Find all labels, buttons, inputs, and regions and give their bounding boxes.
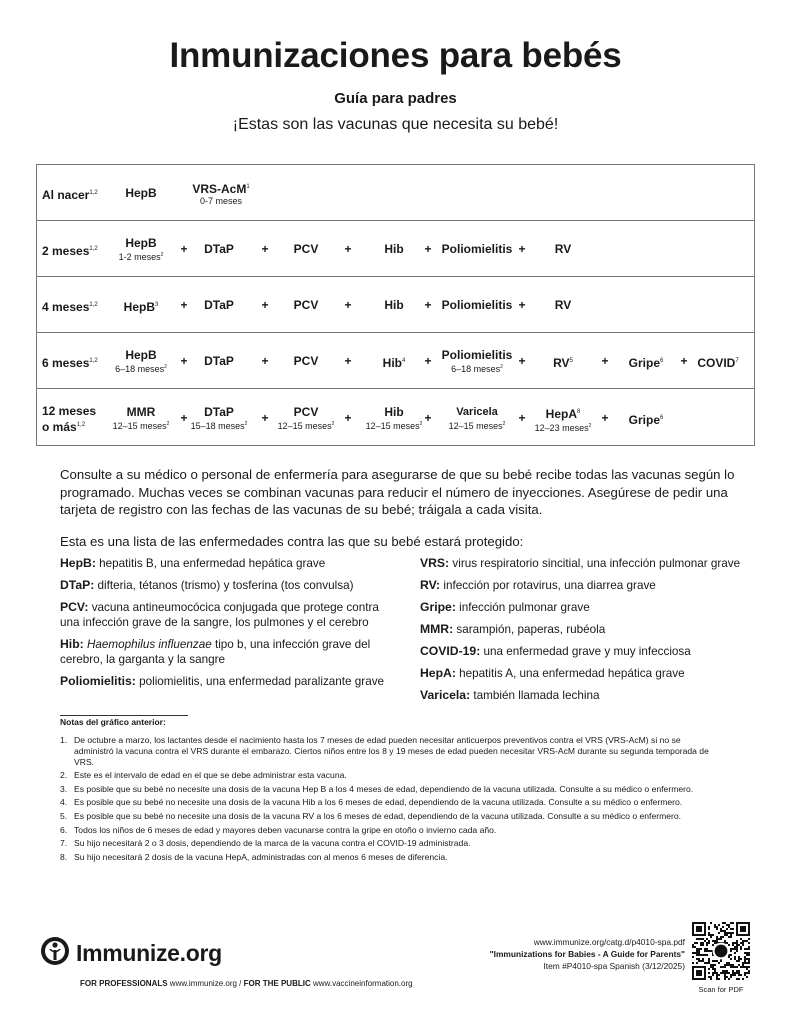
schedule-vaccine: HepB 1-2 meses$^2$ — [91, 236, 191, 263]
ref-item: Item #P4010-spa Spanish (3/12/2025) — [543, 961, 685, 971]
plus-sign: + — [424, 410, 432, 425]
schedule-vaccine: Hib 12–15 meses$^2$ — [344, 405, 444, 432]
schedule-vaccine: HepB 6–18 meses$^2$ — [91, 348, 191, 375]
schedule-vaccine: DTaP — [204, 298, 234, 312]
footnotes-list — [60, 735, 720, 865]
footnote-number: 8. — [60, 851, 68, 862]
footnote-number: 5. — [60, 810, 68, 821]
plus-sign: + — [344, 242, 352, 256]
disease-item — [60, 600, 400, 630]
vaccine-footnote-ref: 1 — [246, 184, 250, 190]
footnote — [60, 735, 720, 767]
vaccine-footnote-ref: 6 — [660, 358, 664, 364]
footnote-number: 7. — [60, 838, 68, 849]
footnote-text: Este es el intervalo de edad en el que se debe administrar esta vacuna. — [74, 770, 347, 781]
disease-term: HepB: — [60, 556, 96, 570]
vaccine-age-range: 15–18 meses$^2$ — [190, 420, 248, 431]
document-reference — [440, 936, 685, 972]
plus-sign: + — [518, 298, 526, 312]
schedule-vaccine: PCV 12–15 meses$^2$ — [256, 405, 356, 432]
page-tagline: ¡Estas son las vacunas que necesita su bebé! — [232, 116, 559, 133]
plus-sign: + — [261, 298, 269, 312]
footnotes-rule — [60, 715, 188, 716]
footer-separator: / — [239, 979, 242, 988]
page-title: Inmunizaciones para bebés — [169, 36, 622, 75]
plus-sign: + — [261, 242, 269, 256]
footnote-text: Su hijo necesitará 2 dosis de la vacuna HepA, administradas con al menos 6 meses de diferencia. — [74, 851, 448, 862]
range-footnote-ref: 2 — [166, 420, 170, 427]
schedule-vaccine: HepA$^8$ 12–23 meses$^2$ — [513, 405, 613, 434]
plus-sign: + — [424, 298, 432, 312]
plus-sign: + — [344, 354, 352, 368]
footer-logo[interactable] — [40, 936, 222, 971]
plus-sign: + — [601, 354, 609, 368]
page-subtitle: Guía para padres — [334, 90, 457, 107]
footnote-text: Es posible que su bebé no necesite una dosis de la vacuna Hep B a los 4 meses de edad, dependiendo de la vacuna utilizada. Consulte a su médico o enfermero. — [74, 783, 694, 794]
disease-description: hepatitis B, una enfermedad hepática grave — [95, 557, 326, 570]
disease-term: Poliomielitis: — [60, 674, 136, 688]
age-footnote-ref: 1,2 — [76, 421, 86, 428]
ref-url[interactable]: www.immunize.org/catg.d/p4010-spa.pdf — [533, 937, 685, 947]
footnote-number: 4. — [60, 797, 68, 808]
disease-term: Gripe: — [420, 600, 456, 614]
pro-label: FOR PROFESSIONALS — [80, 979, 168, 988]
schedule-vaccine: Hib$^4$ — [382, 356, 406, 370]
public-url-link[interactable]: www.vaccineinformation.org — [312, 979, 413, 988]
vaccine-footnote-ref: 7 — [735, 358, 739, 364]
plus-sign: + — [518, 242, 526, 256]
vaccine-footnote-ref: 6 — [660, 414, 664, 421]
disease-description: vacuna antineumocócica conjugada que protege contra una infección grave de la sangre, los pulmones y el cerebro — [60, 601, 379, 629]
vaccine-age-range: 12–23 meses$^2$ — [534, 422, 592, 433]
age-line: o más$^{1,2}$ — [42, 419, 86, 434]
schedule-vaccine: Poliomielitis — [441, 298, 513, 312]
vaccine-age-range: 12–15 meses$^2$ — [277, 420, 335, 431]
vaccine-age-range: 12–15 meses$^2$ — [112, 420, 170, 431]
schedule-age-label: 4 meses$^{1,2}$ — [42, 300, 98, 314]
disease-description-cont: tipo b, una infección grave del cerebro, la garganta y la sangre — [60, 638, 371, 666]
disease-term: MMR: — [420, 622, 454, 636]
schedule-vaccine: PCV — [293, 242, 319, 256]
disease-italic: Haemophilus influenzae — [86, 638, 212, 651]
footnote-number: 6. — [60, 824, 68, 835]
schedule-row — [37, 389, 754, 446]
footnote — [60, 825, 720, 836]
plus-sign: + — [180, 354, 188, 368]
plus-sign: + — [261, 354, 269, 368]
vaccine-age-range: 0-7 meses — [199, 196, 243, 206]
footnote — [60, 838, 720, 849]
footnote-text: Es posible que su bebé no necesite una dosis de la vacuna RV a los 6 meses de edad, dependiendo de la vacuna utilizada. Consulte a su médico o enfermero. — [74, 810, 682, 821]
public-label: FOR THE PUBLIC — [243, 979, 311, 988]
disease-item — [420, 644, 755, 659]
footer-links — [80, 979, 413, 988]
schedule-vaccine: Gripe$^6$ — [628, 412, 664, 427]
plus-sign: + — [424, 354, 432, 368]
schedule-age-label: Al nacer$^{1,2}$ — [42, 188, 98, 202]
schedule-vaccine: HepB$^3$ — [123, 300, 159, 314]
logo-wordmark: Immunize.org — [76, 940, 222, 966]
disease-item — [60, 556, 400, 571]
footnote — [60, 770, 720, 781]
disease-term: HepA: — [420, 666, 456, 680]
disease-term: PCV: — [60, 600, 89, 614]
disease-item — [420, 556, 755, 571]
vaccine-age-range: 6–18 meses$^2$ — [115, 364, 167, 374]
footnote — [60, 811, 720, 822]
schedule-row — [37, 221, 754, 277]
footnote-number: 2. — [60, 770, 68, 781]
disease-item — [60, 578, 400, 593]
disease-item — [60, 674, 400, 689]
schedule-vaccine: PCV — [293, 298, 319, 312]
vaccine-footnote-ref: 5 — [569, 358, 573, 364]
plus-sign: + — [261, 410, 269, 425]
plus-sign: + — [424, 242, 432, 256]
schedule-vaccine: DTaP 15–18 meses$^2$ — [169, 405, 269, 432]
range-footnote-ref: 2 — [160, 252, 164, 258]
disease-description: virus respiratorio sincitial, una infección pulmonar grave — [449, 557, 741, 570]
disease-description: difteria, tétanos (trismo) y tosferina (tos convulsa) — [94, 579, 354, 592]
immunize-logo-icon — [40, 936, 70, 971]
schedule-vaccine: MMR 12–15 meses$^2$ — [91, 405, 191, 432]
disease-term: COVID-19: — [420, 644, 481, 658]
plus-sign: + — [180, 242, 188, 256]
disease-item — [420, 688, 755, 703]
plus-sign: + — [180, 298, 188, 312]
plus-sign: + — [180, 410, 188, 425]
age-footnote-ref: 1,2 — [89, 246, 98, 252]
age-footnote-ref: 1,2 — [89, 190, 98, 196]
footnote — [60, 852, 720, 863]
range-footnote-ref: 2 — [419, 420, 423, 427]
disease-description: sarampión, paperas, rubéola — [453, 623, 606, 636]
plus-sign: + — [344, 410, 352, 425]
vaccine-age-range: 12–15 meses$^2$ — [365, 420, 423, 431]
range-footnote-ref: 2 — [164, 364, 167, 370]
vaccine-footnote-ref: 8 — [577, 408, 581, 415]
disease-description: también llamada lechina — [470, 689, 600, 702]
disease-term: Hib: — [60, 637, 84, 651]
schedule-vaccine: DTaP — [204, 242, 234, 256]
disease-list-intro: Esta es una lista de las enfermedades contra las que su bebé estará protegido: — [60, 534, 524, 549]
range-footnote-ref: 2 — [500, 364, 503, 370]
footnote-number: 3. — [60, 783, 68, 794]
disease-item — [420, 666, 755, 681]
schedule-vaccine: Varicela 12–15 meses$^2$ — [427, 405, 527, 432]
plus-sign: + — [344, 298, 352, 312]
intro-paragraph: Consulte a su médico o personal de enfermería para asegurarse de que su bebé recibe todas las vacunas según lo programado. Muchas veces se combinan vacunas para reducir el número de inyecciones. Asegúrese de pedir una tarjeta de registro con las fechas de las vacunas de su bebé; tráigala a cada visita. — [60, 467, 735, 517]
schedule-age-label: 6 meses$^{1,2}$ — [42, 356, 98, 370]
schedule-vaccine: VRS-AcM$^1$ 0-7 meses — [171, 180, 271, 207]
schedule-vaccine: Poliomielitis 6–18 meses$^2$ — [427, 348, 527, 375]
disease-description: infección por rotavirus, una diarrea grave — [440, 579, 656, 592]
range-footnote-ref: 2 — [331, 420, 335, 427]
footnote-number: 1. — [60, 735, 68, 745]
schedule-vaccine: RV — [554, 242, 572, 256]
disease-description: una enfermedad grave y muy infecciosa — [480, 645, 691, 658]
schedule-vaccine: COVID$^7$ — [697, 356, 739, 370]
age-footnote-ref: 1,2 — [89, 358, 98, 364]
disease-item — [420, 622, 755, 637]
disease-item — [60, 637, 400, 667]
schedule-age-label: 2 meses$^{1,2}$ — [42, 244, 98, 258]
footnote-text: Su hijo necesitará 2 o 3 dosis, dependiendo de la marca de la vacuna contra el COVID-19 administrada. — [74, 838, 471, 849]
disease-term: DTaP: — [60, 578, 95, 592]
qr-code-icon[interactable] — [692, 922, 750, 980]
disease-term: Varicela: — [420, 688, 471, 702]
range-footnote-ref: 2 — [588, 422, 592, 429]
disease-item — [420, 600, 755, 615]
range-footnote-ref: 2 — [502, 420, 506, 427]
footnote — [60, 784, 720, 795]
vaccine-age-range: 12–15 meses$^2$ — [448, 420, 506, 431]
vaccine-schedule-table — [36, 164, 755, 446]
disease-term: RV: — [420, 578, 441, 592]
schedule-vaccine: HepB — [125, 186, 157, 200]
schedule-row — [37, 165, 754, 221]
footnote-text: De octubre a marzo, los lactantes desde el nacimiento hasta los 7 meses de edad pueden necesitar anticuerpos preventivos contra el VRS (VRS-AcM) si no se administró la vacuna contra el VRS durante el embarazo. Ciertos niños entre los 8 y 19 meses de edad pueden necesitar VRS-AcM durante su segunda temporada de VRS. — [74, 735, 709, 767]
age-line: 12 meses — [42, 403, 97, 418]
schedule-vaccine: PCV — [293, 354, 319, 368]
vaccine-footnote-ref: 3 — [155, 302, 159, 308]
plus-sign: + — [601, 410, 609, 425]
disease-description: poliomielitis, una enfermedad paralizante grave — [135, 675, 385, 688]
schedule-vaccine: RV — [554, 298, 572, 312]
disease-description: infección pulmonar grave — [455, 601, 590, 614]
plus-sign: + — [518, 354, 526, 368]
footnote — [60, 797, 720, 808]
footnote-text: Todos los niños de 6 meses de edad y mayores deben vacunarse contra la gripe en otoño o invierno cada año. — [74, 824, 497, 835]
ref-title: "Immunizations for Babies - A Guide for Parents" — [489, 949, 685, 959]
schedule-row — [37, 333, 754, 389]
pro-url-link[interactable]: www.immunize.org — [169, 979, 237, 988]
age-footnote-ref: 1,2 — [89, 302, 98, 308]
vaccine-age-range: 6–18 meses$^2$ — [451, 364, 503, 374]
qr-caption: Scan for PDF — [698, 985, 744, 994]
footnotes-heading: Notas del gráfico anterior: — [60, 717, 166, 727]
disease-item — [420, 578, 755, 593]
schedule-row — [37, 277, 754, 333]
schedule-vaccine: Hib — [384, 298, 404, 312]
plus-sign: + — [680, 354, 688, 368]
schedule-vaccine: Poliomielitis — [441, 242, 513, 256]
vaccine-footnote-ref: 4 — [402, 358, 406, 364]
footnote-text: Es posible que su bebé no necesite una dosis de la vacuna Hib a los 6 meses de edad, dependiendo de la vacuna utilizada. Consulte a su médico o enfermero. — [74, 797, 683, 808]
plus-sign: + — [518, 410, 526, 425]
range-footnote-ref: 2 — [244, 420, 248, 427]
disease-description: hepatitis A, una enfermedad hepática grave — [455, 667, 685, 680]
disease-term: VRS: — [420, 556, 450, 570]
disease-list-right — [420, 556, 755, 710]
schedule-vaccine: $RV^5$ — [553, 356, 573, 370]
schedule-vaccine: DTaP — [204, 354, 234, 368]
schedule-vaccine: Gripe$^6$ — [628, 356, 664, 370]
disease-list-left — [60, 556, 400, 696]
schedule-vaccine: Hib — [384, 242, 404, 256]
vaccine-age-range: 1-2 meses$^2$ — [118, 252, 164, 262]
schedule-age-label — [42, 404, 96, 434]
